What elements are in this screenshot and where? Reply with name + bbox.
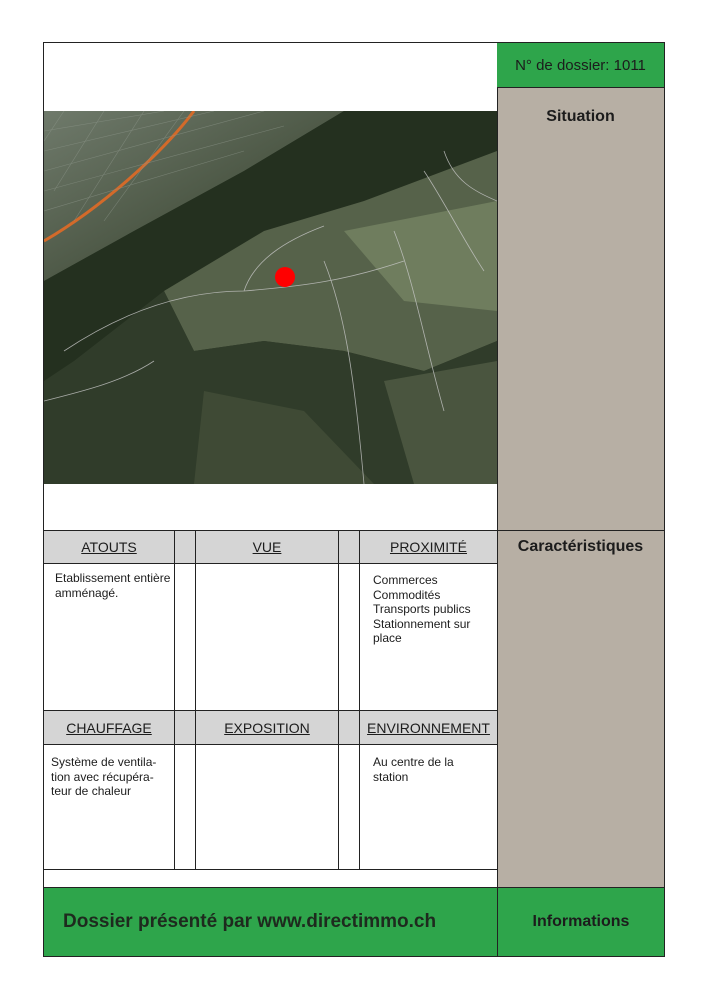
header-atouts: ATOUTS — [44, 531, 174, 563]
header-vue: VUE — [196, 531, 338, 563]
footer-presented-by: Dossier présenté par www.directimmo.ch — [63, 911, 437, 932]
chauffage-text: Système de ventila- tion avec récupéra- teur de chaleur — [51, 755, 157, 798]
proximite-text: Commerces Commodités Transports publics Stationnement sur place — [373, 573, 471, 645]
situation-map — [44, 111, 497, 484]
informations-title: Informations — [497, 887, 664, 957]
dossier-number: N° de dossier: 1011 — [497, 43, 664, 88]
header-spacer — [339, 711, 359, 744]
sidebar-divider — [497, 530, 664, 531]
row1-header-border — [43, 563, 497, 564]
col-divider-4 — [359, 530, 360, 870]
sidebar — [497, 43, 664, 956]
header-spacer — [175, 531, 195, 563]
situation-title: Situation — [546, 108, 615, 125]
header-chauffage: CHAUFFAGE — [44, 711, 174, 744]
col-divider-3 — [338, 530, 339, 870]
atouts-text: Etablissement entière amménagé. — [55, 571, 171, 600]
header-spacer — [339, 531, 359, 563]
environnement-text: Au centre de la station — [373, 755, 454, 784]
location-marker — [275, 267, 295, 287]
col-divider-2 — [195, 530, 196, 870]
header-spacer — [175, 711, 195, 744]
col-divider-1 — [174, 530, 175, 870]
caracteristiques-title: Caractéristiques — [517, 538, 644, 555]
header-proximite: PROXIMITÉ — [360, 531, 497, 563]
header-exposition: EXPOSITION — [196, 711, 338, 744]
header-environnement: ENVIRONNEMENT — [360, 711, 497, 744]
table-bottom-border — [43, 869, 497, 870]
row2-header-border — [43, 744, 497, 745]
